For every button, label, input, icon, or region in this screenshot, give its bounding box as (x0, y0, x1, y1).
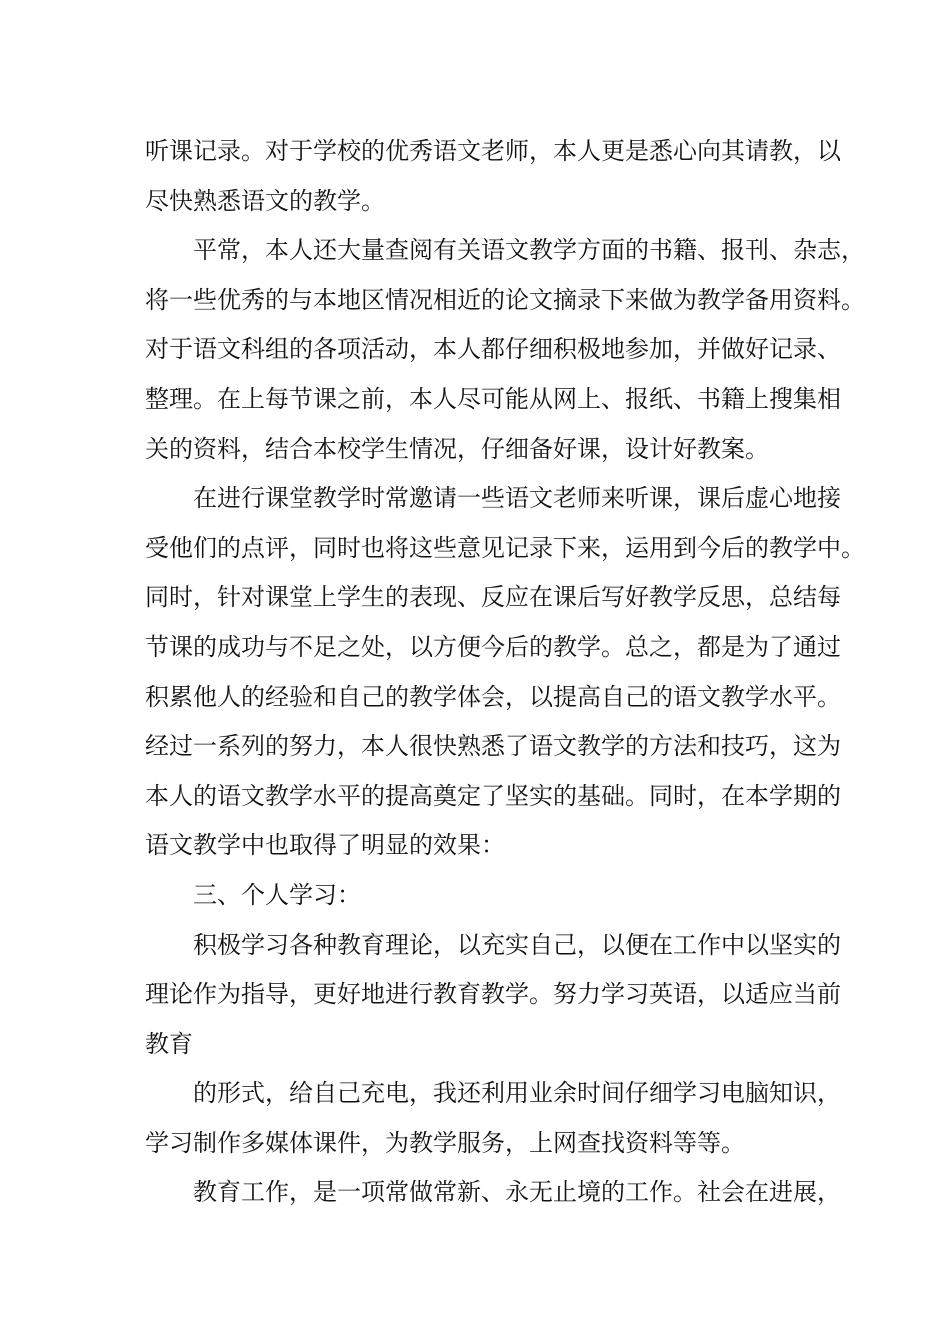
text-line: 在进行课堂教学时常邀请一些语文老师来听课，课后虚心地接 (193, 484, 841, 513)
text-line: 同时，针对课堂上学生的表现、反应在课后写好教学反思，总结每 (145, 583, 841, 612)
text-line: 受他们的点评，同时也将这些意见记录下来，运用到今后的教学中。 (145, 533, 865, 562)
text-line: 节课的成功与不足之处，以方便今后的教学。总之，都是为了通过 (145, 632, 841, 661)
text-line: 经过一系列的努力，本人很快熟悉了语文教学的方法和技巧，这为 (145, 732, 841, 761)
text-line: 积累他人的经验和自己的教学体会，以提高自己的语文教学水平。 (145, 682, 841, 711)
document-body (145, 127, 865, 1218)
text-line: 关的资料，结合本校学生情况，仔细备好课，设计好教案。 (145, 434, 769, 463)
text-line: 对于语文科组的各项活动，本人都仔细积极地参加，并做好记录、 (145, 335, 841, 364)
text-line: 平常，本人还大量查阅有关语文教学方面的书籍、报刊、杂志， (193, 236, 865, 265)
text-line: 的形式，给自己充电，我还利用业余时间仔细学习电脑知识， (193, 1079, 841, 1108)
text-line: 教育 (145, 1029, 193, 1058)
text-line: 积极学习各种教育理论，以充实自己，以便在工作中以坚实的 (193, 930, 841, 959)
text-line: 本人的语文教学水平的提高奠定了坚实的基础。同时，在本学期的 (145, 781, 841, 810)
section-heading: 三、个人学习： (193, 880, 361, 909)
text-line: 教育工作，是一项常做常新、永无止境的工作。社会在进展， (193, 1178, 841, 1207)
text-line: 语文教学中也取得了明显的效果： (145, 831, 505, 860)
text-line: 尽快熟悉语文的教学。 (145, 186, 385, 215)
text-line: 将一些优秀的与本地区情况相近的论文摘录下来做为教学备用资料。 (145, 285, 865, 314)
text-line: 学习制作多媒体课件，为教学服务，上网查找资料等等。 (145, 1128, 745, 1157)
text-line: 理论作为指导，更好地进行教育教学。努力学习英语，以适应当前 (145, 980, 841, 1009)
text-line: 整理。在上每节课之前，本人尽可能从网上、报纸、书籍上搜集相 (145, 384, 841, 413)
text-line: 听课记录。对于学校的优秀语文老师，本人更是悉心向其请教，以 (145, 137, 841, 165)
